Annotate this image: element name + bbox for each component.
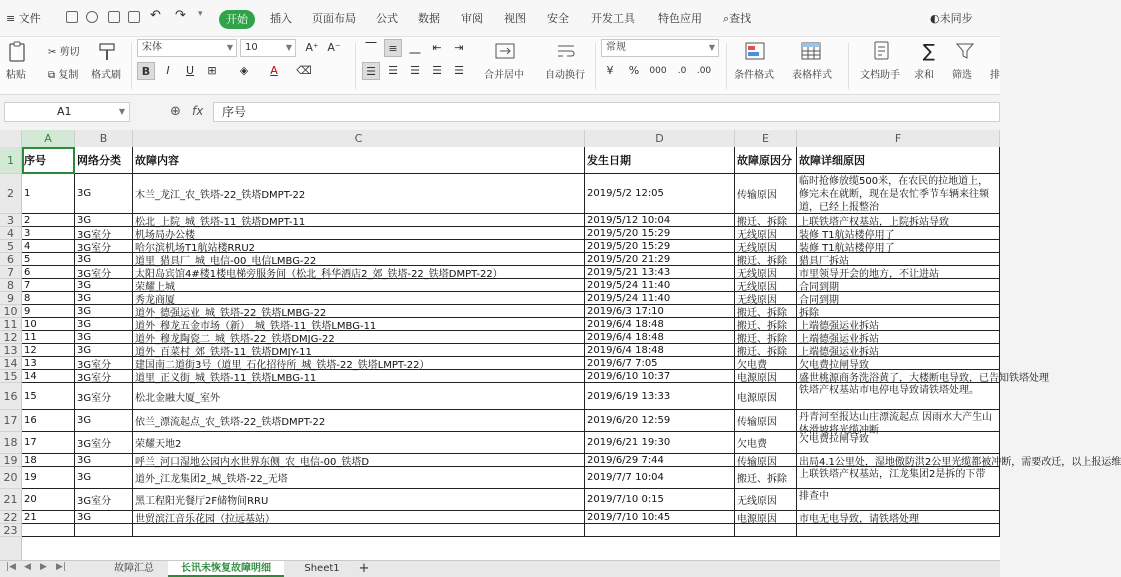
ribbon-toolbar (0, 37, 1000, 95)
cell-fault[interactable]: 哈尔滨机场T1航站楼RRU2 (133, 240, 585, 253)
cell-fault[interactable]: 建国南二道街3号（道里_石化招待所_城_铁塔-22_铁塔LMPT-22） (133, 357, 585, 370)
cell-seq[interactable]: 5 (22, 253, 75, 266)
column-header[interactable]: E (735, 130, 797, 147)
align-center-icon[interactable]: ☰ (388, 64, 398, 77)
column-header[interactable]: A (22, 130, 75, 147)
cell-detail[interactable]: 出局4.1公里处，湿地傲防洪2公里光缆都被冲断，需要改迁，以上报运维 (797, 454, 1000, 467)
font-name-select[interactable]: 宋体 ▼ (137, 39, 237, 57)
row-header[interactable]: 17 (0, 410, 21, 432)
tab-home[interactable]: 开始 (219, 10, 255, 29)
cell-detail[interactable]: 临时抢修放缆500米，在农民的拉地道上，修完未在就断，现在是农忙季节车辆来往频道，已经上报整治 (797, 174, 1000, 214)
font-color-icon[interactable]: A (270, 64, 278, 77)
print-preview-icon[interactable] (128, 11, 140, 23)
cell-seq[interactable]: 6 (22, 266, 75, 279)
align-left-icon[interactable]: ☰ (362, 62, 380, 80)
cell-date[interactable]: 2019/6/19 13:33 (585, 383, 735, 410)
row-header[interactable]: 18 (0, 432, 21, 454)
formula-input[interactable]: 序号 (213, 102, 1000, 122)
sync-status[interactable]: ◐未同步 (930, 12, 973, 25)
cell-date[interactable]: 2019/6/4 18:48 (585, 318, 735, 331)
font-size-select[interactable]: 10 ▼ (240, 39, 296, 57)
align-bottom-icon[interactable]: ⎽ (409, 41, 421, 54)
cell-seq[interactable]: 1 (22, 174, 75, 214)
cell-seq[interactable]: 19 (22, 467, 75, 489)
cell-fault[interactable]: 木兰_龙江_农_铁塔-22_铁塔DMPT-22 (133, 174, 585, 214)
cell-network[interactable]: 3G室分 (75, 266, 133, 279)
cell-detail[interactable]: 猎具厂拆站 (797, 253, 1000, 266)
cell-network[interactable]: 3G室分 (75, 383, 133, 410)
cell-network[interactable]: 3G (75, 410, 133, 432)
fill-color-icon[interactable]: ◈ (239, 64, 249, 77)
cell-network[interactable]: 3G室分 (75, 489, 133, 511)
row-header[interactable]: 7 (0, 266, 21, 279)
tab-insert[interactable]: 插入 (270, 12, 292, 25)
percent-icon[interactable]: % (628, 64, 640, 77)
cell-fault[interactable]: 荣耀天地2 (133, 432, 585, 454)
name-box[interactable]: A1 ▼ (4, 102, 130, 122)
divider (848, 43, 849, 89)
copy-button[interactable]: ⧉ 复制 (48, 70, 79, 81)
row-header[interactable]: 8 (0, 279, 21, 292)
cell-fault[interactable]: 道外_百菜村_郊_铁塔-11_铁塔DMJY-11 (133, 344, 585, 357)
tab-special-apps[interactable]: 特色应用 (658, 12, 702, 25)
cell-network[interactable]: 3G (75, 344, 133, 357)
cell-cause[interactable]: 电源原因 (735, 511, 797, 524)
row-header[interactable]: 15 (0, 370, 21, 383)
cell-fault[interactable]: 道里_猎具厂_城_电信-00_电信LMBG-22 (133, 253, 585, 266)
chevron-down-icon: ▼ (285, 43, 292, 52)
tab-view[interactable]: 视图 (504, 12, 526, 25)
cell-date[interactable]: 2019/6/4 18:48 (585, 344, 735, 357)
cell-date[interactable] (585, 524, 735, 537)
chevron-down-icon: ▼ (708, 43, 715, 52)
cell-detail[interactable]: 上联铁塔产权基站，江龙集团2是拆的下带 (797, 467, 1000, 489)
cell-seq[interactable]: 16 (22, 410, 75, 432)
cell-network[interactable] (75, 524, 133, 537)
scissors-icon: ✂ (48, 47, 60, 58)
decrease-decimal-icon[interactable]: .00 (696, 66, 712, 76)
row-header[interactable]: 14 (0, 357, 21, 370)
tab-page-layout[interactable]: 页面布局 (312, 12, 356, 25)
filter-icon[interactable] (954, 41, 980, 61)
thousands-separator-icon[interactable]: 000 (649, 66, 667, 76)
cell-seq[interactable]: 12 (22, 344, 75, 357)
cell-network[interactable]: 3G室分 (75, 357, 133, 370)
fx-button[interactable]: fx (192, 104, 204, 118)
cell-date[interactable]: 2019/5/21 13:43 (585, 266, 735, 279)
cell-network[interactable]: 3G (75, 253, 133, 266)
header-cell-date[interactable]: 发生日期 (585, 147, 735, 174)
next-sheet-icon[interactable]: ▶ (40, 562, 47, 572)
column-header[interactable]: C (133, 130, 585, 147)
cell-detail[interactable]: 欠电费拉闸导致 (797, 357, 1000, 370)
cell-cause[interactable]: 搬迁、拆除 (735, 305, 797, 318)
cell-network[interactable]: 3G (75, 174, 133, 214)
cell-fault[interactable]: 道外_德强运业_城_铁塔-22_铁塔LMBG-22 (133, 305, 585, 318)
sheet-tab[interactable]: Sheet1 (304, 563, 340, 574)
cell-detail[interactable]: 铁塔产权基站市电停电导致请铁塔处理。 (797, 383, 1000, 410)
cell-date[interactable]: 2019/6/29 7:44 (585, 454, 735, 467)
search-icon: ⌕ (723, 12, 730, 25)
cell-detail[interactable]: 装修 T1航站楼停用了 (797, 227, 1000, 240)
cell-date[interactable]: 2019/7/7 10:04 (585, 467, 735, 489)
row-header[interactable]: 1 (0, 147, 21, 174)
cell-fault[interactable]: 道外_穆龙五金市场（新）_城_铁塔-11_铁塔LMBG-11 (133, 318, 585, 331)
cell-seq[interactable]: 10 (22, 318, 75, 331)
cell-network[interactable]: 3G (75, 279, 133, 292)
cell-cause[interactable]: 无线原因 (735, 292, 797, 305)
cell-detail[interactable] (797, 524, 1000, 537)
cell-cause[interactable] (735, 524, 797, 537)
align-top-icon[interactable]: ⎺ (365, 41, 377, 54)
divider (355, 43, 356, 89)
paste-icon[interactable] (6, 41, 32, 61)
merge-center-button[interactable]: 合并居中 (484, 70, 524, 81)
row-headers (0, 147, 22, 560)
format-painter-icon[interactable] (96, 41, 122, 61)
cell-fault[interactable]: 秀龙商厦 (133, 292, 585, 305)
cell-seq[interactable]: 3 (22, 227, 75, 240)
chevron-down-icon: ▼ (226, 43, 233, 52)
header-cell-seq[interactable]: 序号 (22, 147, 75, 174)
row-header[interactable]: 19 (0, 454, 21, 467)
cell-fault[interactable]: 依兰_漂流起点_农_铁塔-22_铁塔DMPT-22 (133, 410, 585, 432)
cell-seq[interactable]: 18 (22, 454, 75, 467)
add-sheet-button[interactable]: + (358, 561, 370, 576)
quick-access-dropdown-icon[interactable]: ▾ (198, 9, 203, 19)
prev-sheet-icon[interactable]: ◀ (24, 562, 31, 572)
cell-seq[interactable]: 20 (22, 489, 75, 511)
chevron-down-icon: ▼ (118, 107, 125, 116)
wrap-text-icon[interactable] (555, 41, 581, 61)
header-cell-detail[interactable]: 故障详细原因 (797, 147, 1000, 174)
cell-cause[interactable]: 搬迁、拆除 (735, 214, 797, 227)
export-icon[interactable] (86, 11, 98, 23)
clear-format-icon[interactable]: ⌫ (296, 64, 312, 77)
undo-icon[interactable]: ↶ (150, 8, 161, 23)
cell-date[interactable]: 2019/6/21 19:30 (585, 432, 735, 454)
row-header[interactable]: 21 (0, 489, 21, 511)
cell-cause[interactable]: 搬迁、拆除 (735, 331, 797, 344)
cell-cause[interactable]: 无线原因 (735, 227, 797, 240)
cell-seq[interactable]: 4 (22, 240, 75, 253)
cell-cause[interactable]: 欠电费 (735, 432, 797, 454)
cell-seq[interactable]: 2 (22, 214, 75, 227)
cell-fault[interactable]: 机场局办公楼 (133, 227, 585, 240)
cell-network[interactable]: 3G室分 (75, 227, 133, 240)
cell-fault[interactable] (133, 524, 585, 537)
header-cell-cause[interactable]: 故障原因分 (735, 147, 797, 174)
tab-developer[interactable]: 开发工具 (591, 12, 635, 25)
divider (131, 43, 132, 89)
zoom-icon[interactable]: ⊕ (170, 104, 181, 119)
tab-review[interactable]: 审阅 (461, 12, 483, 25)
paste-button[interactable]: 粘贴 (6, 70, 26, 81)
increase-font-icon[interactable]: A⁺ (305, 41, 319, 54)
cell-fault[interactable]: 道里_正义街_城_铁塔-11_铁塔LMBG-11 (133, 370, 585, 383)
last-sheet-icon[interactable]: ▶| (56, 562, 66, 572)
cell-network[interactable]: 3G室分 (75, 240, 133, 253)
cell-detail[interactable]: 合同到期 (797, 279, 1000, 292)
cell-cause[interactable]: 搬迁、拆除 (735, 344, 797, 357)
header-cell-network[interactable]: 网络分类 (75, 147, 133, 174)
column-headers (0, 130, 1000, 148)
cell-network[interactable]: 3G室分 (75, 370, 133, 383)
document-assistant-icon[interactable] (870, 41, 896, 61)
cell-network[interactable]: 3G (75, 511, 133, 524)
cell-cause[interactable]: 无线原因 (735, 489, 797, 511)
cell-date[interactable]: 2019/5/24 11:40 (585, 279, 735, 292)
underline-button[interactable]: U (185, 64, 195, 77)
formula-bar (0, 95, 1000, 129)
row-header[interactable]: 2 (0, 174, 21, 214)
menu-bar (0, 0, 1000, 37)
cell-seq[interactable]: 13 (22, 357, 75, 370)
cell-cause[interactable]: 电源原因 (735, 370, 797, 383)
cell-date[interactable]: 2019/5/2 12:05 (585, 174, 735, 214)
row-header[interactable]: 22 (0, 511, 21, 524)
row-header[interactable]: 5 (0, 240, 21, 253)
cell-detail[interactable]: 上端德强运业拆站 (797, 344, 1000, 357)
cell-seq[interactable]: 17 (22, 432, 75, 454)
cell-detail[interactable]: 市里领导开会的地方，不让进站 (797, 266, 1000, 279)
cell-network[interactable]: 3G (75, 331, 133, 344)
row-header[interactable]: 4 (0, 227, 21, 240)
cell-detail[interactable]: 上联铁塔产权基站，上院拆站导致 (797, 214, 1000, 227)
cell-cause[interactable]: 无线原因 (735, 266, 797, 279)
cell-cause[interactable]: 传输原因 (735, 174, 797, 214)
cell-seq[interactable] (22, 524, 75, 537)
cell-seq[interactable]: 9 (22, 305, 75, 318)
column-header[interactable]: F (797, 130, 1000, 147)
tab-formulas[interactable]: 公式 (376, 12, 398, 25)
save-icon[interactable] (66, 11, 78, 23)
align-middle-icon[interactable]: ≡ (384, 39, 402, 57)
cell-date[interactable]: 2019/5/20 15:29 (585, 227, 735, 240)
cell-cause[interactable]: 搬迁、拆除 (735, 253, 797, 266)
cell-detail[interactable]: 拆除 (797, 305, 1000, 318)
header-cell-fault[interactable]: 故障内容 (133, 147, 585, 174)
table-style-icon[interactable] (800, 41, 826, 61)
cell-detail[interactable]: 上端德强运业拆站 (797, 318, 1000, 331)
number-format-select[interactable]: 常规 ▼ (601, 39, 719, 57)
cell-date[interactable]: 2019/5/20 15:29 (585, 240, 735, 253)
cell-cause[interactable]: 欠电费 (735, 357, 797, 370)
sort-button[interactable]: 排 (990, 70, 1000, 81)
row-header[interactable]: 11 (0, 318, 21, 331)
cell-fault[interactable]: 松北_上院_城_铁塔-11_铁塔DMPT-11 (133, 214, 585, 227)
cell-date[interactable]: 2019/6/7 7:05 (585, 357, 735, 370)
sheet-tab-bar (0, 560, 1000, 577)
cell-fault[interactable]: 太阳岛宾馆4#楼1楼电梯旁服务间（松北_科华酒店2_郊_铁塔-22_铁塔DMPT-22） (133, 266, 585, 279)
sum-icon[interactable]: ∑ (922, 41, 936, 62)
sheet-grid (22, 147, 1121, 560)
cell-fault[interactable]: 呼兰_河口湿地公园内水世界东侧_农_电信-00_铁塔D (133, 454, 585, 467)
cell-network[interactable]: 3G (75, 454, 133, 467)
cell-network[interactable]: 3G (75, 214, 133, 227)
document-assistant-button[interactable]: 文档助手 (860, 70, 900, 81)
cell-network[interactable]: 3G (75, 318, 133, 331)
first-sheet-icon[interactable]: |◀ (6, 562, 16, 572)
select-all-corner[interactable] (0, 130, 22, 147)
cell-fault[interactable]: 黑工程阳光餐厅2F储物间RRU (133, 489, 585, 511)
align-right-icon[interactable]: ☰ (410, 64, 420, 77)
cell-detail[interactable]: 盛世桃源商务洗浴黄了，大楼断电导致，已告知铁塔处理 (797, 370, 1000, 383)
cell-detail[interactable]: 欠电费拉闸导致 (797, 432, 1000, 454)
filter-button[interactable]: 筛选 (952, 70, 972, 81)
cell-date[interactable]: 2019/5/12 10:04 (585, 214, 735, 227)
cell-date[interactable]: 2019/6/10 10:37 (585, 370, 735, 383)
cell-fault[interactable]: 松北金融大厦_室外 (133, 383, 585, 410)
currency-icon[interactable]: ¥ (606, 64, 614, 77)
cell-fault[interactable]: 道外_穆龙陶瓷二_城_铁塔-22_铁塔DMJG-22 (133, 331, 585, 344)
cell-cause[interactable]: 无线原因 (735, 240, 797, 253)
cell-cause[interactable]: 传输原因 (735, 454, 797, 467)
cell-detail[interactable]: 合同到期 (797, 292, 1000, 305)
conditional-format-icon[interactable] (744, 41, 770, 61)
row-header[interactable]: 23 (0, 524, 21, 537)
cell-detail[interactable]: 市电无电导致，请铁塔处理 (797, 511, 1000, 524)
cell-detail[interactable]: 装修 T1航站楼停用了 (797, 240, 1000, 253)
cell-cause[interactable]: 传输原因 (735, 410, 797, 432)
increase-decimal-icon[interactable]: .0 (677, 66, 687, 76)
sheet-tab-active[interactable]: 长讯未恢复故障明细 (168, 561, 284, 577)
divider (595, 43, 596, 89)
row-header[interactable]: 20 (0, 467, 21, 489)
hamburger-icon: ≡ (6, 12, 19, 25)
copy-icon: ⧉ (48, 70, 59, 81)
cell-date[interactable]: 2019/5/24 11:40 (585, 292, 735, 305)
file-menu[interactable]: ≡ 文件 (6, 12, 41, 25)
cell-cause[interactable]: 无线原因 (735, 279, 797, 292)
format-painter-button[interactable]: 格式刷 (91, 70, 121, 81)
cell-seq[interactable]: 15 (22, 383, 75, 410)
justify-icon[interactable]: ☰ (432, 64, 442, 77)
conditional-format-button[interactable]: 条件格式 (734, 70, 774, 81)
decrease-font-icon[interactable]: A⁻ (327, 41, 341, 54)
column-header[interactable]: B (75, 130, 133, 147)
table-style-button[interactable]: 表格样式 (792, 70, 832, 81)
cell-fault[interactable]: 道外_江龙集团2_城_铁塔-22_无塔 (133, 467, 585, 489)
cell-fault[interactable]: 荣耀上城 (133, 279, 585, 292)
cell-seq[interactable]: 11 (22, 331, 75, 344)
cell-date[interactable]: 2019/7/10 0:15 (585, 489, 735, 511)
row-header[interactable]: 3 (0, 214, 21, 227)
divider (726, 43, 727, 89)
user-icon: ◐ (930, 12, 940, 25)
border-icon[interactable]: ⊞ (207, 64, 217, 77)
row-header[interactable]: 10 (0, 305, 21, 318)
cell-date[interactable]: 2019/5/20 21:29 (585, 253, 735, 266)
column-header[interactable]: D (585, 130, 735, 147)
distributed-icon[interactable]: ☰ (454, 64, 464, 77)
cell-cause[interactable]: 搬迁、拆除 (735, 318, 797, 331)
cell-seq[interactable]: 14 (22, 370, 75, 383)
wrap-text-button[interactable]: 自动换行 (545, 70, 585, 81)
cell-detail[interactable]: 排查中 (797, 489, 1000, 511)
indent-increase-icon[interactable]: ⇥ (454, 41, 464, 54)
tab-security[interactable]: 安全 (547, 12, 569, 25)
indent-decrease-icon[interactable]: ⇤ (432, 41, 442, 54)
row-header[interactable]: 12 (0, 331, 21, 344)
cell-detail[interactable]: 丹青河至报达山庄漂流起点 因雨水大产生山体滑坡将光缆冲断 (797, 410, 1000, 432)
cell-detail[interactable]: 上端德强运业拆站 (797, 331, 1000, 344)
cell-cause[interactable]: 电源原因 (735, 383, 797, 410)
merge-center-icon[interactable] (494, 41, 520, 61)
cell-network[interactable]: 3G (75, 292, 133, 305)
cell-fault[interactable]: 世贸滨江音乐花园（拉远基站） (133, 511, 585, 524)
row-header[interactable]: 6 (0, 253, 21, 266)
cell-seq[interactable]: 21 (22, 511, 75, 524)
cut-button[interactable]: ✂ 剪切 (48, 47, 80, 58)
cell-seq[interactable]: 7 (22, 279, 75, 292)
row-header[interactable]: 16 (0, 383, 21, 410)
italic-button[interactable]: I (166, 64, 170, 77)
sheet-tab[interactable]: 故障汇总 (114, 563, 154, 574)
search-command[interactable]: ⌕查找 (723, 12, 752, 25)
print-icon[interactable] (108, 11, 120, 23)
row-header[interactable]: 9 (0, 292, 21, 305)
cell-seq[interactable]: 8 (22, 292, 75, 305)
sum-button[interactable]: 求和 (914, 70, 934, 81)
redo-icon[interactable]: ↷ (175, 8, 186, 23)
bold-button[interactable]: B (137, 62, 155, 80)
cell-date[interactable]: 2019/6/3 17:10 (585, 305, 735, 318)
cell-network[interactable]: 3G (75, 305, 133, 318)
cell-date[interactable]: 2019/6/4 18:48 (585, 331, 735, 344)
cell-date[interactable]: 2019/7/10 10:45 (585, 511, 735, 524)
cell-date[interactable]: 2019/6/20 12:59 (585, 410, 735, 432)
row-header[interactable]: 13 (0, 344, 21, 357)
tab-data[interactable]: 数据 (418, 12, 440, 25)
cell-cause[interactable]: 搬迁、拆除 (735, 467, 797, 489)
cell-network[interactable]: 3G (75, 467, 133, 489)
cell-network[interactable]: 3G室分 (75, 432, 133, 454)
